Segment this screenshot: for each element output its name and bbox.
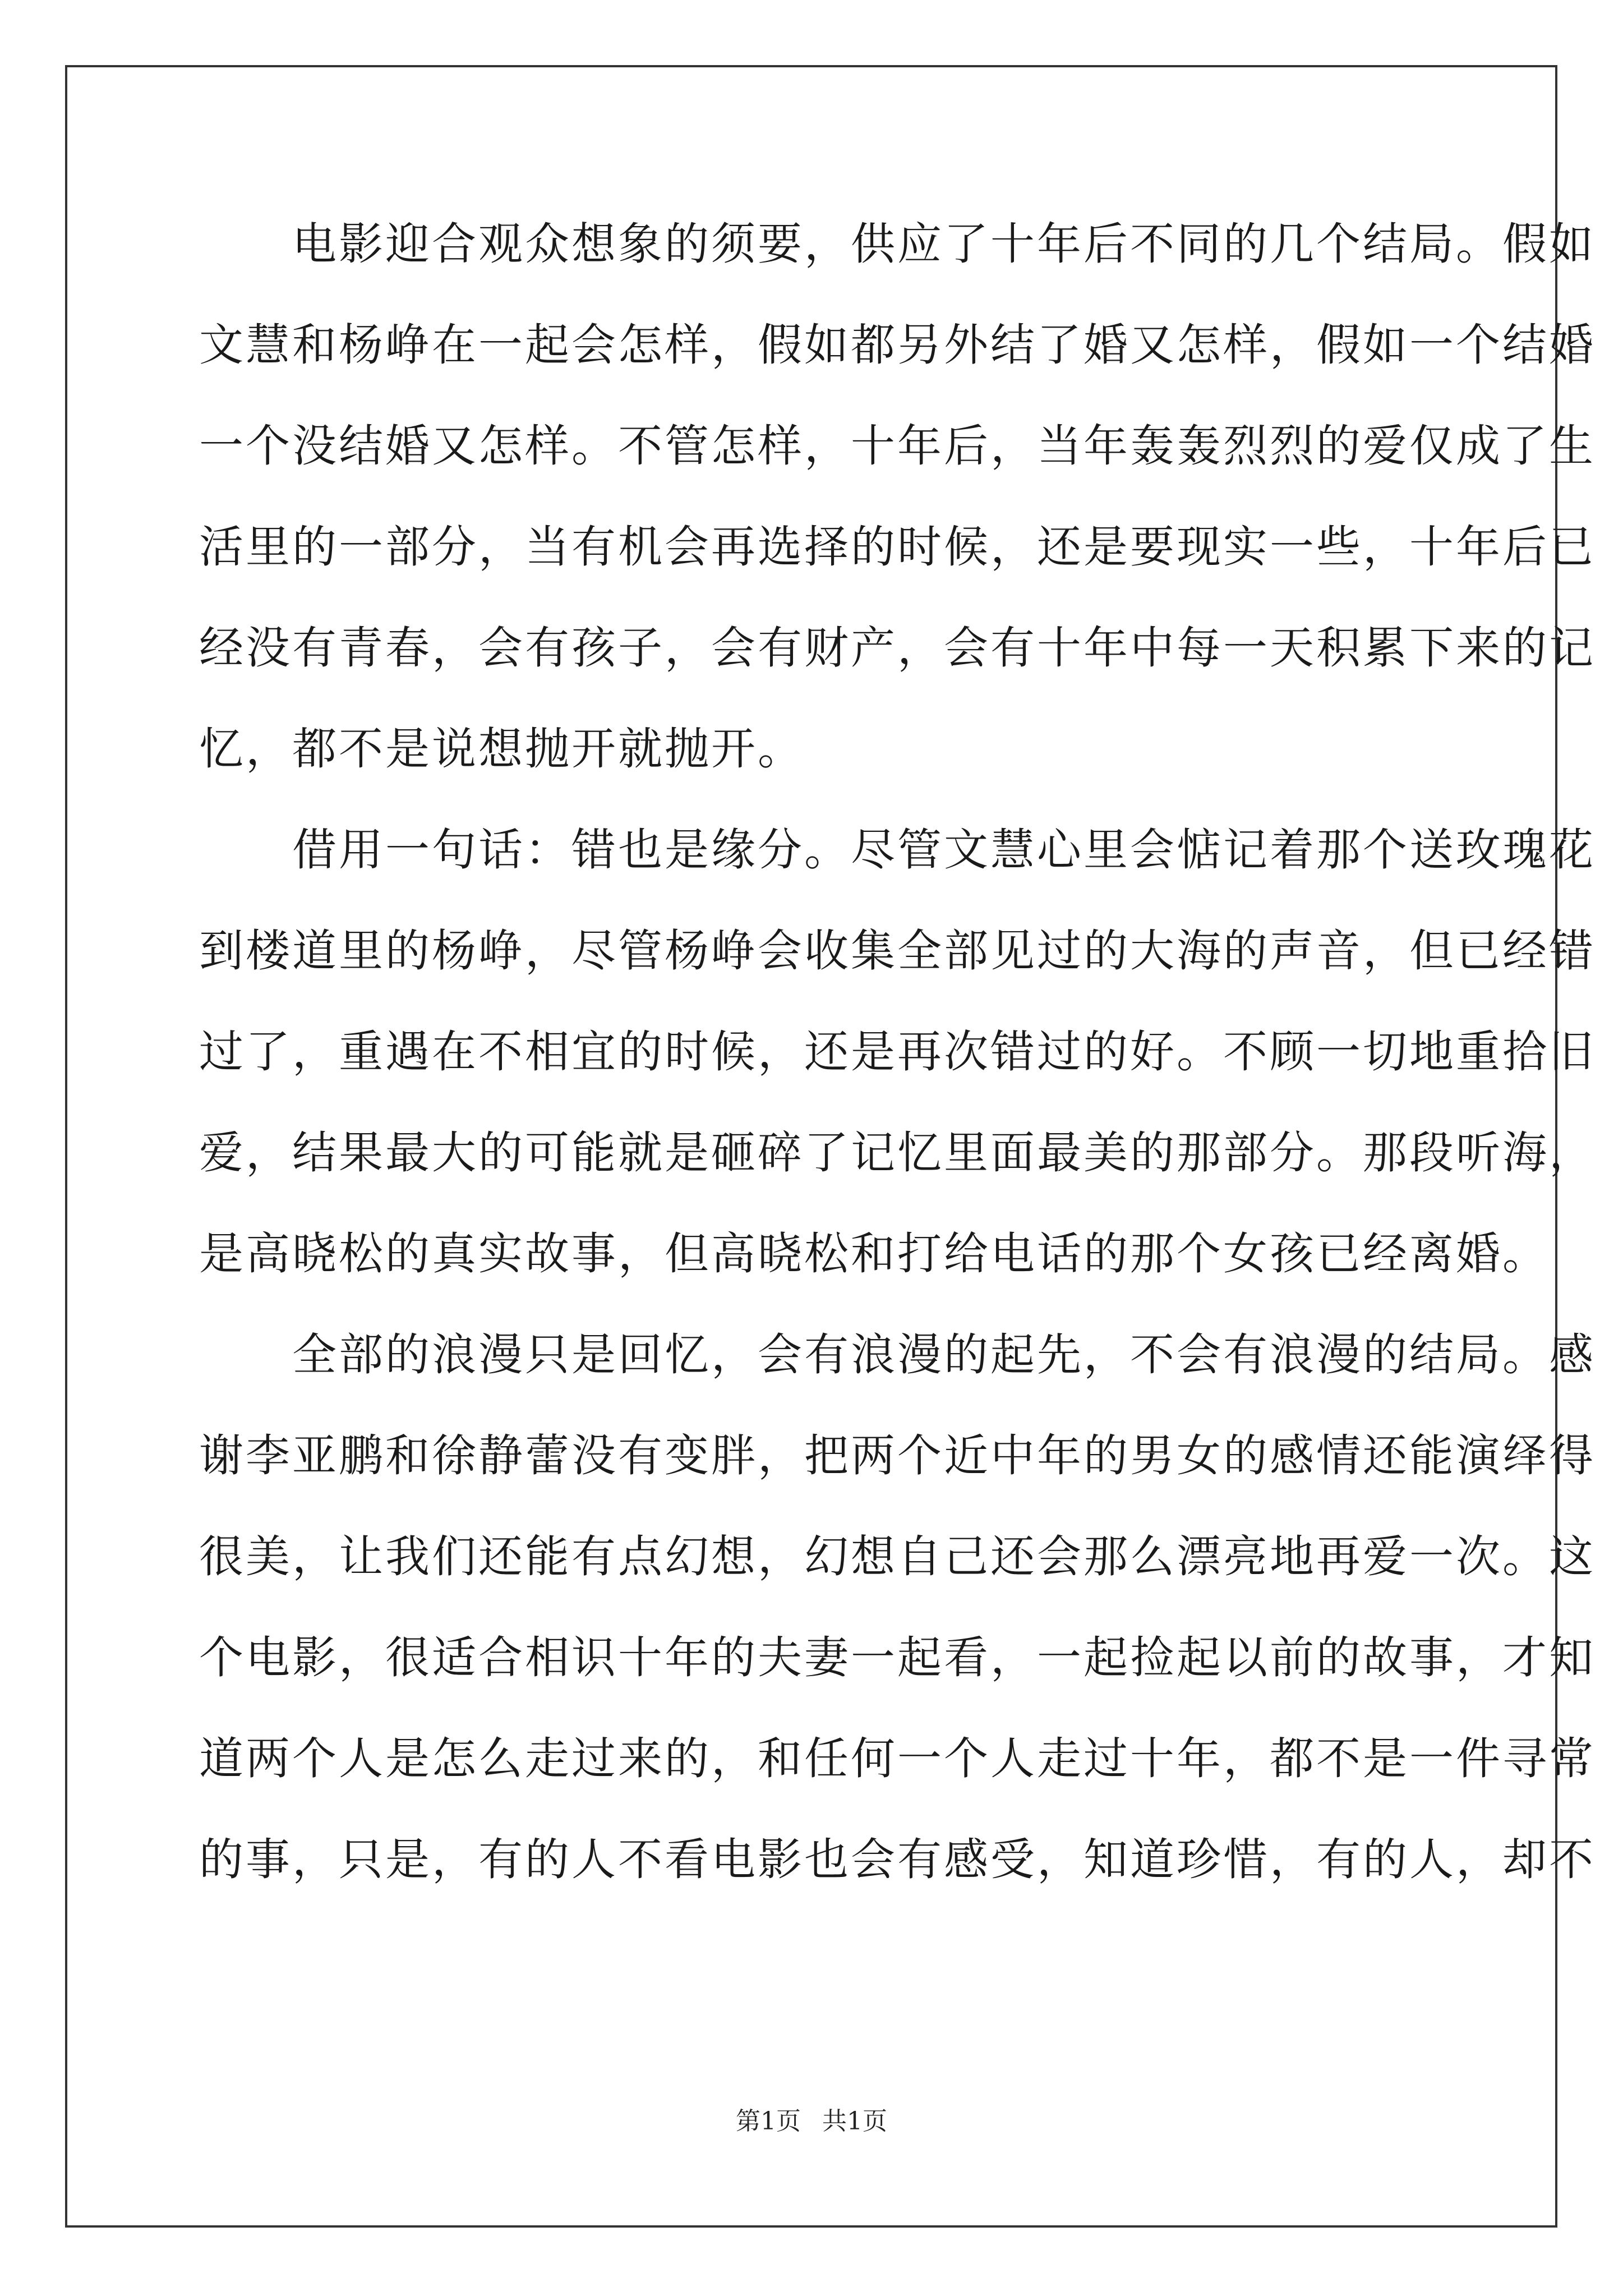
text-line: 谢李亚鹏和徐静蕾没有变胖，把两个近中年的男女的感情还能演绎得 — [199, 1430, 1596, 1481]
paragraph-3 — [199, 1304, 1596, 1910]
text-line: 忆，都不是说想抛开就抛开。 — [199, 723, 804, 775]
text-line: 个电影，很适合相识十年的夫妻一起看，一起捡起以前的故事，才知 — [199, 1632, 1596, 1683]
text-line: 经没有青春，会有孩子，会有财产，会有十年中每一天积累下来的记 — [199, 622, 1596, 674]
text-line: 爱，结果最大的可能就是砸碎了记忆里面最美的那部分。那段听海， — [199, 1127, 1596, 1179]
page-total: 共1页 — [822, 2107, 887, 2136]
text-line: 借用一句话：错也是缘分。尽管文慧心里会惦记着那个送玫瑰花 — [199, 824, 1596, 876]
text-line: 的事，只是，有的人不看电影也会有感受，知道珍惜，有的人，却不 — [199, 1834, 1596, 1885]
paragraph-2 — [199, 799, 1596, 1304]
page-number: 第1页 — [736, 2107, 801, 2136]
text-line: 全部的浪漫只是回忆，会有浪漫的起先，不会有浪漫的结局。感 — [199, 1329, 1596, 1381]
text-line: 电影迎合观众想象的须要，供应了十年后不同的几个结局。假如 — [199, 218, 1596, 270]
document-body — [199, 194, 1596, 1910]
text-line: 过了，重遇在不相宜的时候，还是再次错过的好。不顾一切地重拾旧 — [199, 1026, 1596, 1078]
text-line: 文慧和杨峥在一起会怎样，假如都另外结了婚又怎样，假如一个结婚 — [199, 319, 1596, 371]
text-line: 是高晓松的真实故事，但高晓松和打给电话的那个女孩已经离婚。 — [199, 1228, 1549, 1280]
text-line: 道两个人是怎么走过来的，和任何一个人走过十年，都不是一件寻常 — [199, 1733, 1596, 1784]
text-line: 很美，让我们还能有点幻想，幻想自己还会那么漂亮地再爱一次。这 — [199, 1531, 1596, 1582]
text-line: 活里的一部分，当有机会再选择的时候，还是要现实一些，十年后已 — [199, 521, 1596, 573]
text-line: 一个没结婚又怎样。不管怎样，十年后，当年轰轰烈烈的爱仅成了生 — [199, 420, 1596, 472]
page-footer — [0, 2101, 1623, 2137]
paragraph-1 — [199, 194, 1596, 799]
text-line: 到楼道里的杨峥，尽管杨峥会收集全部见过的大海的声音，但已经错 — [199, 925, 1596, 977]
